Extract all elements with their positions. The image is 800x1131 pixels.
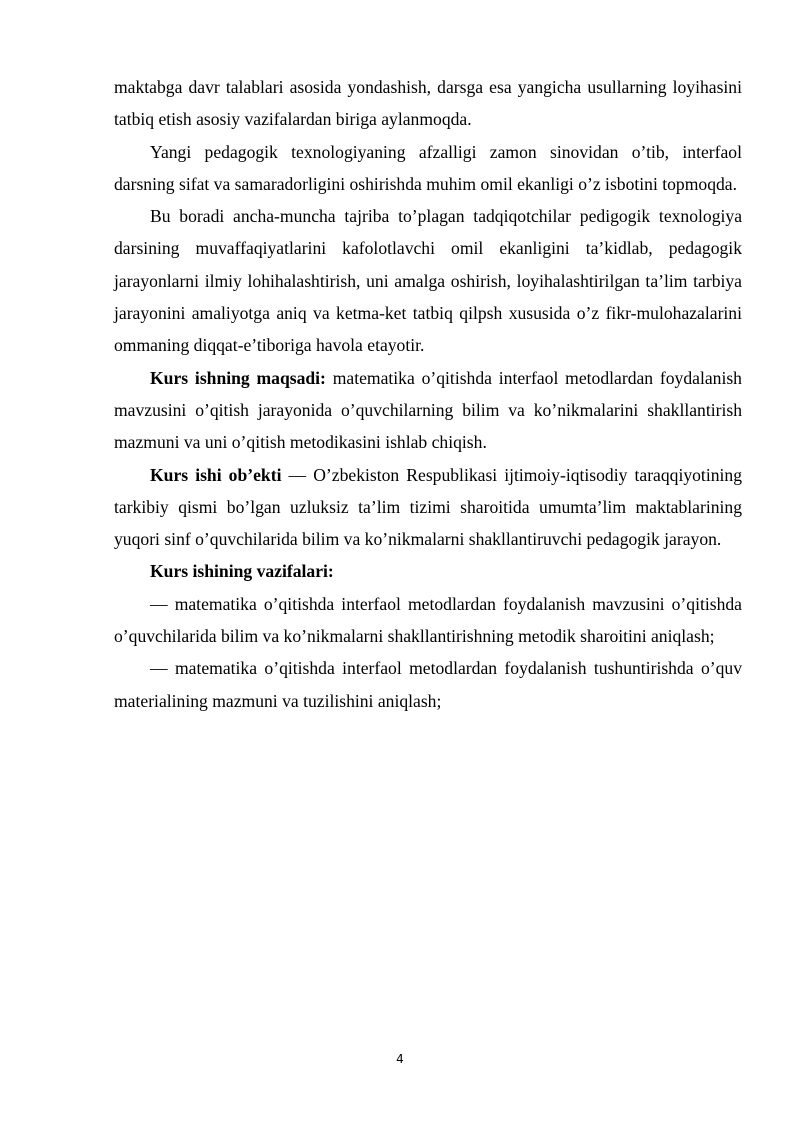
paragraph-text: Yangi pedagogik texnologiyaning afzalligi zamon sinovidan o’tib, interfaol darsning sifat va samaradorligini oshirishda muhim omil ekanligi o’z isbotini topmoqda. xyxy=(114,141,742,194)
paragraph-text: maktabga davr talablari asosida yondashish, darsga esa yangicha usullarning loyihasini tatbiq etish asosiy vazifalardan biriga aylanmoqda. xyxy=(114,77,742,130)
paragraph-course-goal xyxy=(114,362,742,459)
task-item-text: — matematika o’qitishda interfaol metodlardan foydalanish tushuntirishda o’quv materialining mazmuni va tuzilishini aniqlash; xyxy=(114,658,742,711)
tasks-heading xyxy=(114,555,742,587)
paragraph-text: Bu boradi ancha-muncha tajriba to’plagan tadqiqotchilar pedigogik texnologiya darsining muvaffaqiyatlarini kafolotlavchi omil ekanligini ta’kidlab, pedagogik jarayonlarni ilmiy lohihalashtirish, uni amalga oshirish, loyihalashtirilgan ta’lim tarbiya jarayonini amaliyotga aniq va ketma-ket tatbiq qilpsh xususida o’z fikr-mulohazalarini ommaning diqqat-e’tiboriga havola etayotir. xyxy=(114,206,742,356)
task-item xyxy=(114,588,742,653)
paragraph-pedagogical-technology xyxy=(114,136,742,201)
body-text xyxy=(114,71,742,717)
course-goal-label: Kurs ishning maqsadi: xyxy=(150,367,326,388)
page-number: 4 xyxy=(396,1052,404,1066)
paragraph-text: matematika o’qitishda interfaol metodlardan foydalanish mavzusini o’qitish jarayonida o’quvchilarning bilim va ko’nikmalarini shakllantirish mazmuni va uni o’qitish metodikasini ishlab chiqish. xyxy=(114,367,742,453)
task-item xyxy=(114,652,742,717)
paragraph-researchers xyxy=(114,200,742,361)
course-object-label: Kurs ishi ob’ekti xyxy=(150,464,282,485)
paragraph-text: — O’zbekiston Respublikasi ijtimoiy-iqtisodiy taraqqiyotining tarkibiy qismi bo’lgan uzluksiz ta’lim tizimi sharoitida umumta’lim maktablarining yuqori sinf o’quvchilarida bilim va ko’nikmalarni shakllantiruvchi pedagogik jarayon. xyxy=(114,464,742,550)
paragraph-continuation xyxy=(114,71,742,136)
paragraph-course-object xyxy=(114,459,742,556)
tasks-heading-text: Kurs ishining vazifalari: xyxy=(150,561,334,582)
task-item-text: — matematika o’qitishda interfaol metodlardan foydalanish mavzusini o’qitishda o’quvchilarida bilim va ko’nikmalarni shakllantirishning metodik sharoitini aniqlash; xyxy=(114,593,742,647)
